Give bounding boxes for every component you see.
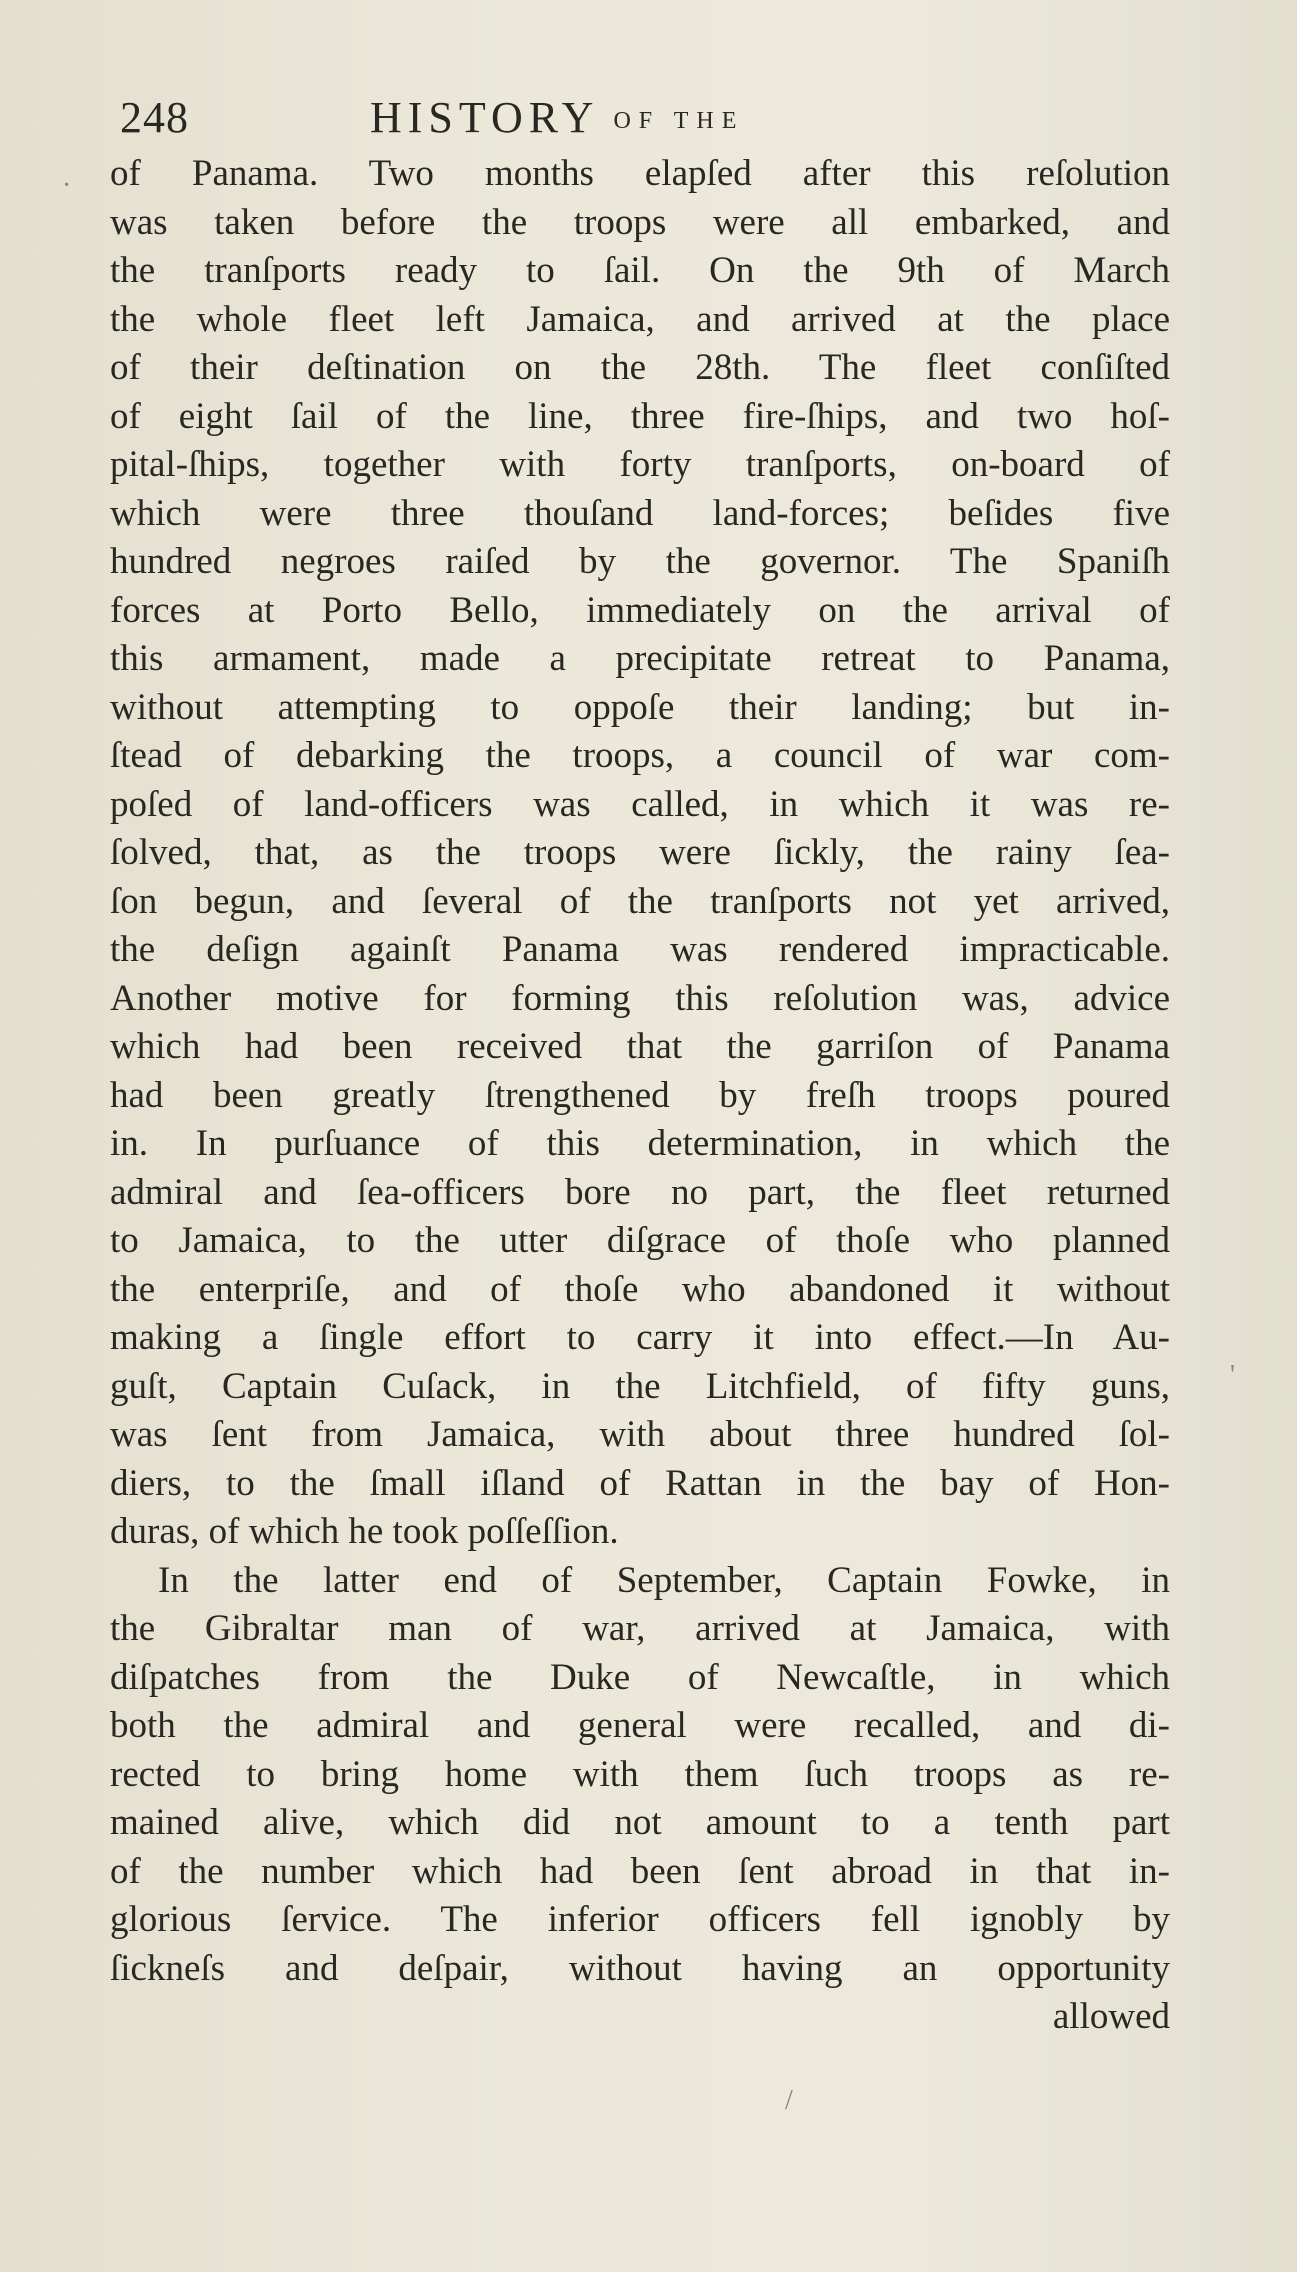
text-line: ſolved, that, as the troops were ſickly, the rainy ſea- <box>110 832 1170 873</box>
text-line: forces at Porto Bello, immediately on the arrival of <box>110 589 1170 631</box>
text-line: which had been received that the garriſon of Panama <box>110 1026 1170 1067</box>
running-head <box>370 92 744 143</box>
margin-mark: / <box>785 2085 793 2116</box>
margin-mark: ' <box>1230 1360 1236 1391</box>
text-line: ſickneſs and deſpair, without having an opportunity <box>110 1947 1170 1989</box>
text-line: rected to bring home with them ſuch troops as re- <box>110 1753 1170 1795</box>
text-line: in. In purſuance of this determination, in which the <box>110 1123 1170 1164</box>
text-line: the whole fleet left Jamaica, and arrived at the place <box>110 298 1170 340</box>
text-line: duras, of which he took poſſeſſion. <box>110 1511 619 1552</box>
text-line: In the latter end of September, Captain Fowke, in <box>158 1559 1170 1601</box>
margin-mark: · <box>62 170 72 201</box>
text-line: the Gibraltar man of war, arrived at Jamaica, with <box>110 1608 1170 1649</box>
text-line: mained alive, which did not amount to a tenth part <box>110 1802 1170 1843</box>
text-line: of their deſtination on the 28th. The fleet conſiſted <box>110 347 1170 388</box>
catchword: allowed <box>1052 1996 1170 2037</box>
text-line: was taken before the troops were all embarked, and <box>110 201 1170 243</box>
text-line: which were three thouſand land-forces; beſides five <box>110 492 1170 534</box>
text-line: the deſign againſt Panama was rendered impracticable. <box>110 929 1170 970</box>
text-line: of Panama. Two months elapſed after this reſolution <box>110 153 1170 194</box>
text-line: ſon begun, and ſeveral of the tranſports not yet arrived, <box>110 880 1170 922</box>
text-line: glorious ſervice. The inferior officers fell ignobly by <box>110 1899 1170 1940</box>
text-line: admiral and ſea-officers bore no part, the fleet returned <box>110 1171 1170 1213</box>
text-line: poſed of land-officers was called, in which it was re- <box>110 783 1170 825</box>
text-line: ſtead of debarking the troops, a council of war com- <box>110 735 1170 776</box>
text-line: this armament, made a precipitate retreat to Panama, <box>110 638 1170 679</box>
page-header <box>120 92 1160 152</box>
body-text <box>110 150 1170 2042</box>
text-line: had been greatly ſtrengthened by freſh troops poured <box>110 1074 1170 1116</box>
text-line: the enterpriſe, and of thoſe who abandoned it without <box>110 1268 1170 1310</box>
text-line: the tranſports ready to ſail. On the 9th of March <box>110 250 1170 291</box>
text-line: pital-ſhips, together with forty tranſports, on-board of <box>110 444 1170 485</box>
running-head-small: OF THE <box>613 108 745 134</box>
text-line: guſt, Captain Cuſack, in the Litchfield, of fifty guns, <box>110 1365 1170 1407</box>
text-line: diers, to the ſmall iſland of Rattan in the bay of Hon- <box>110 1462 1170 1504</box>
text-line: of eight ſail of the line, three fire-ſhips, and two hoſ- <box>110 395 1170 437</box>
text-line: both the admiral and general were recalled, and di- <box>110 1705 1170 1746</box>
running-head-main: HISTORY <box>370 93 600 142</box>
text-line: to Jamaica, to the utter diſgrace of thoſe who planned <box>110 1220 1170 1261</box>
text-line: without attempting to oppoſe their landing; but in- <box>110 686 1170 728</box>
text-line: diſpatches from the Duke of Newcaſtle, in which <box>110 1656 1170 1698</box>
text-line: was ſent from Jamaica, with about three hundred ſol- <box>110 1414 1170 1455</box>
text-line: Another motive for forming this reſolution was, advice <box>110 977 1170 1019</box>
text-line: making a ſingle effort to carry it into effect.—In Au- <box>110 1317 1170 1358</box>
text-line: hundred negroes raiſed by the governor. The Spaniſh <box>110 541 1170 582</box>
text-line: of the number which had been ſent abroad in that in- <box>110 1850 1170 1892</box>
page-number: 248 <box>120 93 189 142</box>
